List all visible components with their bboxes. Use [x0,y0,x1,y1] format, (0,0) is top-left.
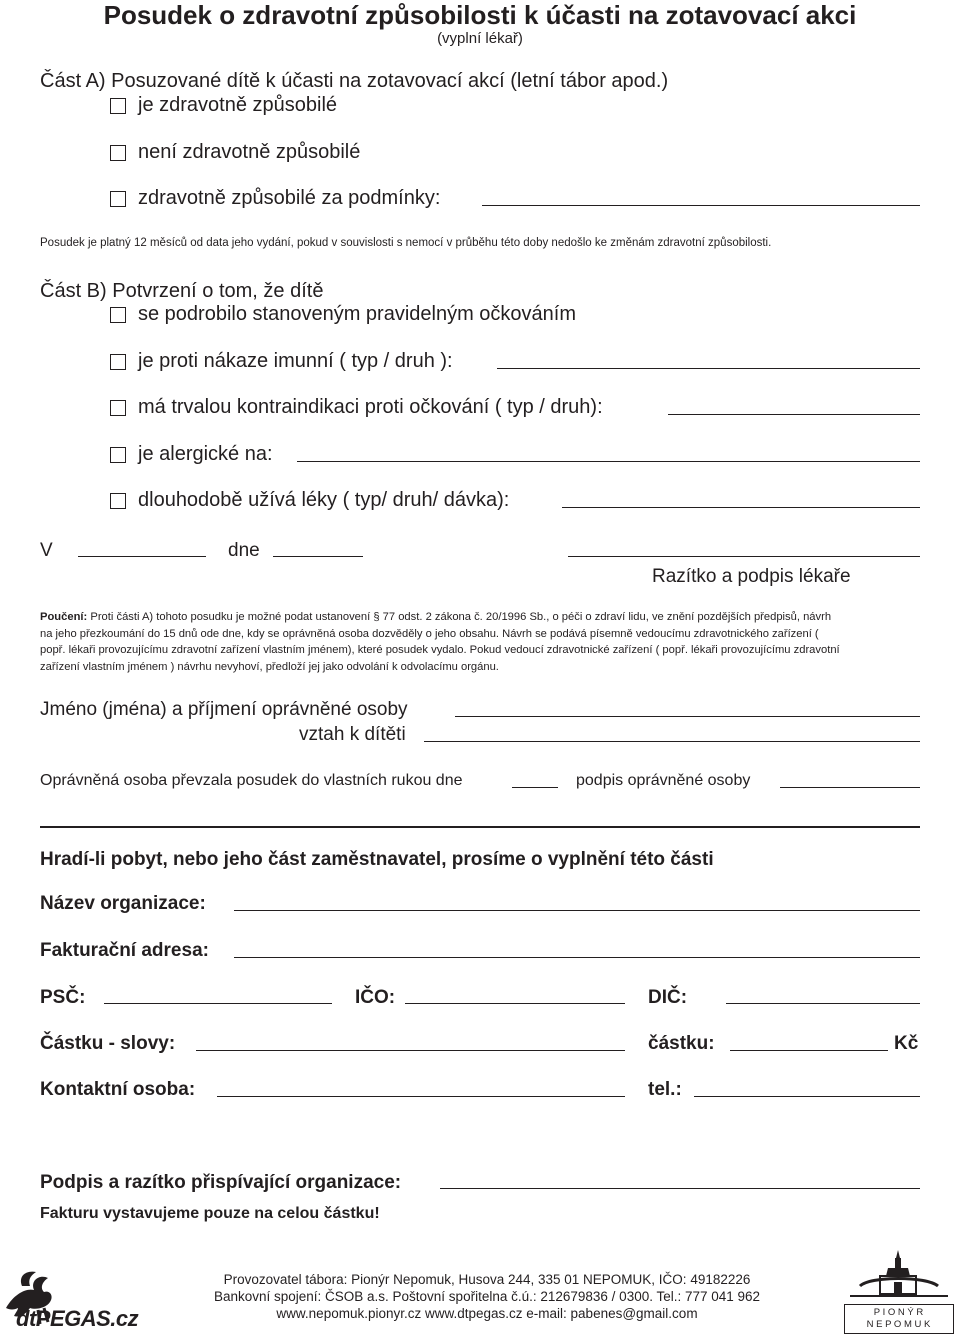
notice-paragraph [40,609,924,675]
doctor-signature-field[interactable] [568,556,920,557]
part-b-checkbox-immune[interactable] [110,354,126,370]
notice-line: zařízení vlastním jménem ) návrhu nevyhoví, předloží jej jako odvolání k odvolacímu orgánu. [40,660,499,673]
guardian-name-field[interactable] [455,716,920,717]
part-b-checkbox-contraindication[interactable] [110,400,126,416]
phone-field[interactable] [694,1096,920,1097]
part-b-option-medication: dlouhodobě užívá léky ( typ/ druh/ dávka): [138,489,510,511]
immune-field[interactable] [497,368,920,369]
place-field[interactable] [78,556,206,557]
part-a-option-unfit: není zdravotně způsobilé [138,141,361,163]
date-label: dne [228,540,260,561]
org-sign-label: Podpis a razítko přispívající organizace: [40,1172,402,1193]
part-b-checkbox-medication[interactable] [110,493,126,509]
stamp-label: Razítko a podpis lékaře [652,566,851,587]
pionyr-logo-frame [844,1304,954,1334]
part-a-option-fit: je zdravotně způsobilé [138,94,338,116]
notice-label: Poučení: [40,611,88,623]
medication-field[interactable] [562,507,920,508]
employer-heading: Hradí-li pobyt, nebo jeho část zaměstnavatel, prosíme o vyplnění této části [40,849,714,870]
footer-line: Provozovatel tábora: Pionýr Nepomuk, Husova 244, 335 01 NEPOMUK, IČO: 49182226 [223,1272,751,1287]
section-divider [40,826,920,828]
currency-label: Kč [894,1033,919,1054]
part-b-option-contraindication: má trvalou kontraindikaci proti očkování ( typ / druh): [138,396,603,418]
part-b-option-allergic: je alergické na: [138,443,273,465]
relation-label: vztah k dítěti [299,724,406,745]
amount-words-label: Částku - slovy: [40,1033,176,1054]
contact-field[interactable] [217,1096,625,1097]
part-a-option-conditional: zdravotně způsobilé za podmínky: [138,187,441,209]
conditions-field[interactable] [482,205,920,206]
psc-field[interactable] [104,1003,332,1004]
invoice-note: Fakturu vystavujeme pouze na celou částku! [40,1205,380,1222]
part-b-option-immune: je proti nákaze imunní ( typ / druh ): [138,350,453,372]
dic-field[interactable] [726,1003,920,1004]
phone-label: tel.: [648,1079,682,1100]
guardian-signature-label: podpis oprávněné osoby [576,772,751,789]
dtpegas-logo-text: dtPEGAS.cz [16,1306,139,1331]
nepomuk-logo-text: N E P O M U K [866,1319,931,1330]
part-b-checkbox-allergic[interactable] [110,447,126,463]
org-name-field[interactable] [234,910,920,911]
part-a-checkbox-fit[interactable] [110,98,126,114]
invoice-address-label: Fakturační adresa: [40,940,209,961]
pionyr-logo-text: P I O N Ý R [873,1307,924,1318]
part-a-heading: Část A) Posuzované dítě k účasti na zotavovací akcí (letní tábor apod.) [40,70,669,92]
amount-words-field[interactable] [196,1050,625,1051]
validity-note: Posudek je platný 12 měsíců od data jeho vydání, pokud v souvislosti s nemocí v průběhu této doby nedošlo ke změnám zdravotní způsobilosti. [40,237,772,249]
part-a-checkbox-conditional[interactable] [110,191,126,207]
contraindication-field[interactable] [668,414,920,415]
part-b-heading: Část B) Potvrzení o tom, že dítě [40,280,324,302]
ico-field[interactable] [405,1003,625,1004]
invoice-address-field[interactable] [234,957,920,958]
notice-line: Proti části A) tohoto posudku je možné podat ustanovení § 77 odst. 2 zákona č. 20/1996 Sb., o péči o zdraví lidu, ve znění pozdějších předpisů, návrh [90,611,832,623]
received-date-field[interactable] [512,787,558,788]
dic-label: DIČ: [648,987,688,1008]
footer-line: www.nepomuk.pionyr.cz www.dtpegas.cz e-mail: pabenes@gmail.com [276,1306,698,1321]
guardian-signature-field[interactable] [780,787,920,788]
amount-field[interactable] [730,1050,888,1051]
org-name-label: Název organizace: [40,893,206,914]
psc-label: PSČ: [40,987,86,1008]
org-sign-field[interactable] [440,1188,920,1189]
relation-field[interactable] [424,741,920,742]
pionyr-logo [840,1246,958,1338]
contact-label: Kontaktní osoba: [40,1079,196,1100]
church-icon [840,1246,958,1306]
date-field[interactable] [273,556,363,557]
page-title: Posudek o zdravotní způsobilosti k účasti na zotavovací akci [103,0,857,30]
dtpegas-logo [0,1268,160,1338]
guardian-name-label: Jméno (jména) a příjmení oprávněné osoby [40,699,408,720]
part-b-option-vaccinated: se podrobilo stanoveným pravidelným očkováním [138,303,576,325]
ico-label: IČO: [355,987,396,1008]
part-b-checkbox-vaccinated[interactable] [110,307,126,323]
page-subtitle: (vyplní lékař) [437,30,523,47]
amount-label: částku: [648,1033,715,1054]
received-label: Oprávněná osoba převzala posudek do vlastních rukou dne [40,772,463,789]
place-label: V [40,540,53,561]
allergy-field[interactable] [297,461,920,462]
notice-line: popř. lékaři provozujícímu zdravotní zařízení vlastním jménem), které posudek vydalo. Pokud vedoucí zdravotnické zařízení ( popř. lékaři provozujícímu zdravotní [40,644,840,657]
part-a-checkbox-unfit[interactable] [110,145,126,161]
notice-line: na jeho přezkoumání do 15 dnů ode dne, kdy se oprávněná osoba dozvěděly o jeho obsahu. Návrh se podává písemně vedoucímu zdravotnického zařízení ( [40,627,819,640]
footer-line: Bankovní spojení: ČSOB a.s. Poštovní spořitelna č.ú.: 212679836 / 0300. Tel.: 777 041 962 [213,1289,761,1304]
